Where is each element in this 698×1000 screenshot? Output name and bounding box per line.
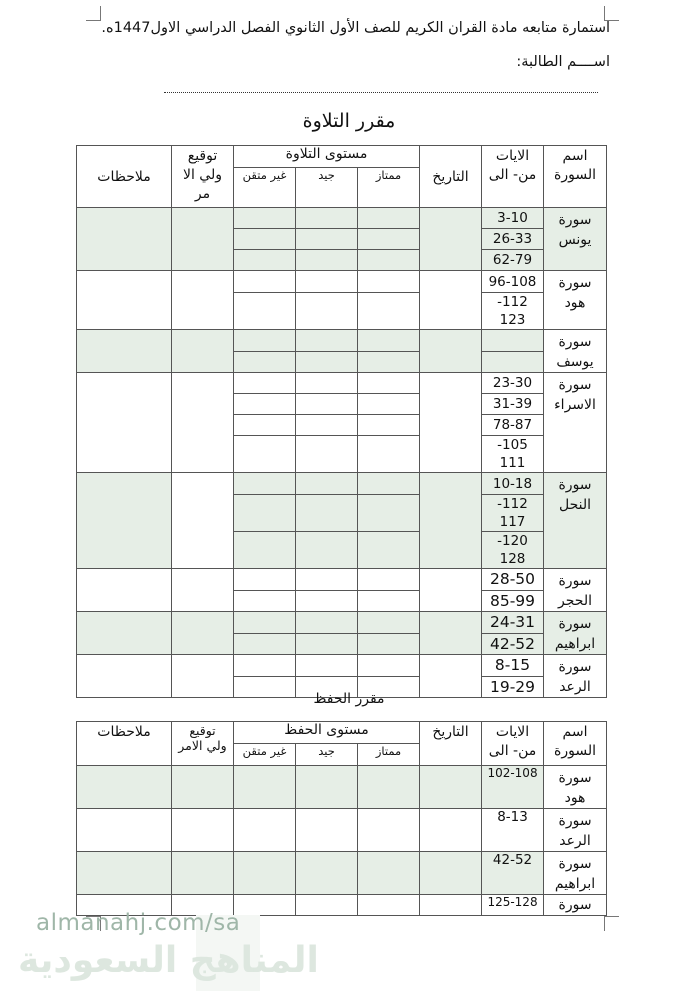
surah-name: سورة يونس (544, 208, 607, 271)
surah-name: سورة هود (544, 766, 607, 809)
weak-cell[interactable] (234, 415, 296, 436)
date-cell[interactable] (420, 373, 482, 473)
weak-cell[interactable] (234, 569, 296, 591)
ayat-range: 31-39 (482, 394, 544, 415)
header-guardian-sign: توقيع ولي الامر (172, 722, 234, 766)
page-corner-mark (604, 6, 619, 21)
excellent-cell[interactable] (358, 271, 420, 293)
ayat-range: 3-10 (482, 208, 544, 229)
ayat-range: 42-52 (482, 852, 544, 895)
good-cell[interactable] (296, 895, 358, 916)
header-ayat: الايات من- الى (482, 722, 544, 766)
ayat-range: 23-30 (482, 373, 544, 394)
ayat-range (482, 330, 544, 352)
surah-name: سورة يوسف (544, 330, 607, 373)
weak-cell[interactable] (234, 633, 296, 655)
surah-name: سورة الحجر (544, 569, 607, 612)
header-good: جيد (296, 168, 358, 208)
date-cell[interactable] (420, 612, 482, 655)
sign-cell[interactable] (172, 809, 234, 852)
weak-cell[interactable] (234, 852, 296, 895)
notes-cell[interactable] (77, 569, 172, 612)
ayat-range: 8-13 (482, 809, 544, 852)
good-cell[interactable] (296, 532, 358, 569)
weak-cell[interactable] (234, 895, 296, 916)
weak-cell[interactable] (234, 229, 296, 250)
header-excellent: ممتاز (358, 744, 420, 766)
surah-name: سورة الرعد (544, 655, 607, 698)
surah-name: سورة النحل (544, 473, 607, 569)
weak-cell[interactable] (234, 373, 296, 394)
weak-cell[interactable] (234, 473, 296, 495)
surah-name: سورة ابراهيم (544, 612, 607, 655)
ayat-range: 105- 111 (482, 436, 544, 473)
good-cell[interactable] (296, 271, 358, 293)
header-level: مستوى الحفظ (234, 722, 420, 744)
excellent-cell[interactable] (358, 373, 420, 394)
ayat-range: 112- 117 (482, 495, 544, 532)
header-notes: ملاحظات (77, 146, 172, 208)
ayat-range: 24-31 (482, 612, 544, 634)
ayat-range: 125-128 (482, 895, 544, 916)
ayat-range: 96-108 (482, 271, 544, 293)
good-cell[interactable] (296, 612, 358, 634)
header-date: التاريخ (420, 722, 482, 766)
notes-cell[interactable] (77, 330, 172, 373)
notes-cell[interactable] (77, 473, 172, 569)
excellent-cell[interactable] (358, 250, 420, 271)
ayat-range: 120- 128 (482, 532, 544, 569)
excellent-cell[interactable] (358, 495, 420, 532)
sign-cell[interactable] (172, 569, 234, 612)
good-cell[interactable] (296, 473, 358, 495)
ayat-range: 42-52 (482, 633, 544, 655)
notes-cell[interactable] (77, 208, 172, 271)
excellent-cell[interactable] (358, 415, 420, 436)
header-surah: اسم السورة (544, 722, 607, 766)
ayat-range: 78-87 (482, 415, 544, 436)
tilawa-table (76, 145, 607, 698)
page-corner-mark (86, 6, 101, 21)
excellent-cell[interactable] (358, 766, 420, 809)
date-cell[interactable] (420, 330, 482, 373)
sign-cell[interactable] (172, 852, 234, 895)
weak-cell[interactable] (234, 590, 296, 612)
good-cell[interactable] (296, 633, 358, 655)
good-cell[interactable] (296, 330, 358, 352)
date-cell[interactable] (420, 895, 482, 916)
sign-cell[interactable] (172, 208, 234, 271)
excellent-cell[interactable] (358, 852, 420, 895)
ayat-range: 26-33 (482, 229, 544, 250)
excellent-cell[interactable] (358, 895, 420, 916)
notes-cell[interactable] (77, 612, 172, 655)
weak-cell[interactable] (234, 293, 296, 330)
excellent-cell[interactable] (358, 633, 420, 655)
excellent-cell[interactable] (358, 351, 420, 373)
notes-cell[interactable] (77, 373, 172, 473)
ayat-range: 62-79 (482, 250, 544, 271)
header-good: جيد (296, 744, 358, 766)
header-weak: غير متقن (234, 744, 296, 766)
excellent-cell[interactable] (358, 229, 420, 250)
header-date: التاريخ (420, 146, 482, 208)
weak-cell[interactable] (234, 436, 296, 473)
ayat-range: 102-108 (482, 766, 544, 809)
good-cell[interactable] (296, 655, 358, 677)
good-cell[interactable] (296, 373, 358, 394)
date-cell[interactable] (420, 766, 482, 809)
good-cell[interactable] (296, 590, 358, 612)
good-cell[interactable] (296, 394, 358, 415)
weak-cell[interactable] (234, 766, 296, 809)
student-name-field[interactable] (164, 92, 598, 93)
good-cell[interactable] (296, 229, 358, 250)
hifz-title: مقرر الحفظ (313, 691, 385, 707)
date-cell[interactable] (420, 473, 482, 569)
excellent-cell[interactable] (358, 612, 420, 634)
date-cell[interactable] (420, 208, 482, 271)
date-cell[interactable] (420, 852, 482, 895)
good-cell[interactable] (296, 852, 358, 895)
ayat-range: 19-29 (482, 676, 544, 698)
weak-cell[interactable] (234, 612, 296, 634)
weak-cell[interactable] (234, 208, 296, 229)
good-cell[interactable] (296, 569, 358, 591)
sign-cell[interactable] (172, 473, 234, 569)
weak-cell[interactable] (234, 250, 296, 271)
surah-name: سورة ابراهيم (544, 852, 607, 895)
surah-name: سورة هود (544, 271, 607, 330)
excellent-cell[interactable] (358, 569, 420, 591)
watermark-arabic: المناهج السعودية (18, 940, 319, 981)
notes-cell[interactable] (77, 766, 172, 809)
weak-cell[interactable] (234, 394, 296, 415)
header-notes: ملاحظات (77, 722, 172, 766)
good-cell[interactable] (296, 293, 358, 330)
weak-cell[interactable] (234, 351, 296, 373)
ayat-range: 10-18 (482, 473, 544, 495)
excellent-cell[interactable] (358, 293, 420, 330)
surah-name: سورة الاسراء (544, 373, 607, 473)
weak-cell[interactable] (234, 532, 296, 569)
header-guardian-sign: توقيع ولي الا مر (172, 146, 234, 208)
excellent-cell[interactable] (358, 436, 420, 473)
weak-cell[interactable] (234, 655, 296, 677)
good-cell[interactable] (296, 766, 358, 809)
good-cell[interactable] (296, 809, 358, 852)
ayat-range: 85-99 (482, 590, 544, 612)
good-cell[interactable] (296, 495, 358, 532)
good-cell[interactable] (296, 208, 358, 229)
good-cell[interactable] (296, 436, 358, 473)
surah-name: سورة الرعد (544, 809, 607, 852)
sign-cell[interactable] (172, 330, 234, 373)
sign-cell[interactable] (172, 612, 234, 655)
ayat-range (482, 351, 544, 373)
weak-cell[interactable] (234, 809, 296, 852)
form-title: استمارة متابعه مادة القران الكريم للصف الأول الثانوي الفصل الدراسي الاول1447ه. (101, 20, 610, 36)
weak-cell[interactable] (234, 271, 296, 293)
excellent-cell[interactable] (358, 809, 420, 852)
header-excellent: ممتاز (358, 168, 420, 208)
header-weak: غير متقن (234, 168, 296, 208)
weak-cell[interactable] (234, 330, 296, 352)
excellent-cell[interactable] (358, 330, 420, 352)
excellent-cell[interactable] (358, 655, 420, 677)
excellent-cell[interactable] (358, 394, 420, 415)
notes-cell[interactable] (77, 271, 172, 330)
sign-cell[interactable] (172, 271, 234, 330)
excellent-cell[interactable] (358, 208, 420, 229)
page-corner-mark (604, 916, 619, 931)
excellent-cell[interactable] (358, 473, 420, 495)
header-surah: اسم السورة (544, 146, 607, 208)
header-level: مستوى التلاوة (234, 146, 420, 168)
excellent-cell[interactable] (358, 532, 420, 569)
ayat-range: 112- 123 (482, 293, 544, 330)
sign-cell[interactable] (172, 373, 234, 473)
date-cell[interactable] (420, 271, 482, 330)
weak-cell[interactable] (234, 495, 296, 532)
header-ayat: الايات من- الى (482, 146, 544, 208)
ayat-range: 28-50 (482, 569, 544, 591)
tilawa-title: مقرر التلاوة (302, 110, 396, 132)
notes-cell[interactable] (77, 852, 172, 895)
excellent-cell[interactable] (358, 590, 420, 612)
sign-cell[interactable] (172, 766, 234, 809)
notes-cell[interactable] (77, 809, 172, 852)
surah-name: سورة (544, 895, 607, 916)
good-cell[interactable] (296, 351, 358, 373)
ayat-range: 8-15 (482, 655, 544, 677)
good-cell[interactable] (296, 415, 358, 436)
good-cell[interactable] (296, 250, 358, 271)
watermark-site: almanahj.com/sa (36, 910, 241, 936)
hifz-table (76, 721, 607, 916)
student-name-label: اســــم الطالبة: (516, 54, 610, 70)
date-cell[interactable] (420, 569, 482, 612)
date-cell[interactable] (420, 809, 482, 852)
